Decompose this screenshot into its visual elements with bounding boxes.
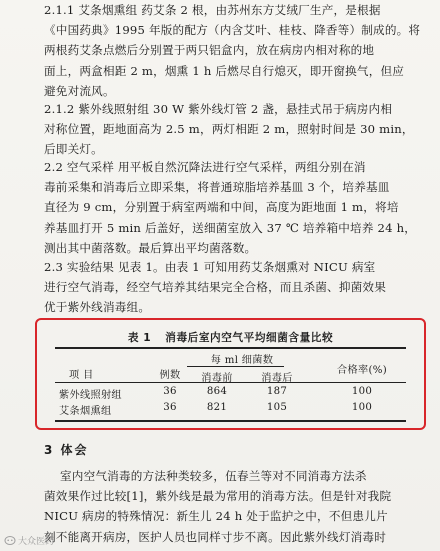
text-line: 2.1.1 艾条烟熏组 药艾条 2 根，由苏州东方艾绒厂生产，是根据 [44,3,381,17]
text-line: 刻不能离开病房，医护人员也同样寸步不离。因此紫外线灯消毒时 [44,529,387,544]
text-line: 2.1.2 紫外线照射组 30 W 紫外线灯管 2 盏，悬挂式吊于病房内相 [44,102,393,116]
paragraph-3 [44,466,430,547]
table-row-2-after: 105 [266,402,288,413]
table-bottom-rule [55,420,406,422]
table-head-group: 每 ml 细菌数 [210,355,274,366]
chat-bubble-icon [4,535,16,547]
paragraph-2-1-2 [44,99,428,160]
table-head-rate: 合格率(%) [337,365,387,376]
text-line: 面上，两盒相距 2 m，烟熏 1 h 后燃尽自行熄灭，即开窗换气，但应 [44,63,405,78]
paragraph-2-1-1 [44,0,428,101]
section-3-heading: 3 体会 [44,443,89,457]
text-line: 避免对流风。 [44,83,115,98]
table-title: 消毒后室内空气平均细菌含量比较 [165,332,334,344]
paragraph-2-3 [44,257,428,318]
table-row-2-item: 艾条烟熏组 [59,406,112,417]
text-line: 养基皿打开 5 min 后盖好，送细菌室放入 37 ℃ 培养箱中培养 24 h， [44,220,417,235]
text-line: 毒前采集和消毒后立即采集，将普通琼脂培养基皿 3 个，培养基皿 [44,180,390,195]
table-row-2-cases: 36 [163,402,177,413]
text-line: 进行空气消毒，经空气培养其结果完全合格，而且杀菌、抑菌效果 [44,280,387,295]
text-line: 2.3 实验结果 见表 1。由表 1 可知用药艾条烟熏对 NICU 病室 [44,260,376,274]
text-line: NICU 病房的特殊情况：新生儿 24 h 处于监护之中，不但患儿片 [44,509,388,524]
watermark-text: 大众医药 [18,537,55,547]
table-row-1-after: 187 [266,386,288,397]
table-head-item: 项 目 [69,370,94,381]
table-head-after: 消毒后 [261,373,293,384]
table-row-1-item: 紫外线照射组 [59,390,122,401]
text-line: 后即关灯。 [44,142,103,157]
table-row-1-rate: 100 [351,386,373,397]
text-line: 菌效果作过比较[1]，紫外线是最为常用的消毒方法。但是针对我院 [44,489,392,504]
table-head-before: 消毒前 [201,373,233,384]
table-number: 表 1 [127,332,152,344]
table-1-highlight-frame [35,318,426,430]
table-top-rule [55,347,406,349]
text-line: 测出其中菌落数。最后算出平均菌落数。 [44,240,257,255]
table-row-1-cases: 36 [163,386,177,397]
text-line: 直径为 9 cm，分别置于病室两端和中间，高度为距地面 1 m，将培 [44,200,399,215]
text-line: 室内空气消毒的方法种类较多，伍春兰等对不同消毒方法杀 [60,469,367,483]
table-row-2-rate: 100 [351,402,373,413]
text-line: 两根药艾条点燃后分别置于两只铝盒内，放在病房内相对称的地 [44,43,375,58]
table-subhead-rule [187,366,284,367]
watermark [4,534,54,547]
text-line: 《中国药典》1995 年版的配方（内含艾叶、桂枝、降香等）制成的。将 [44,23,421,38]
table-row-2-before: 821 [206,402,228,413]
text-line: 对称位置，距地面高为 2.5 m，两灯相距 2 m，照射时间是 30 min， [44,122,414,137]
text-line: 优于紫外线消毒组。 [44,300,151,315]
table-head-cases: 例数 [159,370,181,381]
table-caption [37,330,424,345]
table-row-1-before: 864 [206,386,228,397]
text-line: 2.2 空气采样 用平板自然沉降法进行空气采样，两组分别在消 [44,160,366,174]
paragraph-2-2 [44,157,428,258]
